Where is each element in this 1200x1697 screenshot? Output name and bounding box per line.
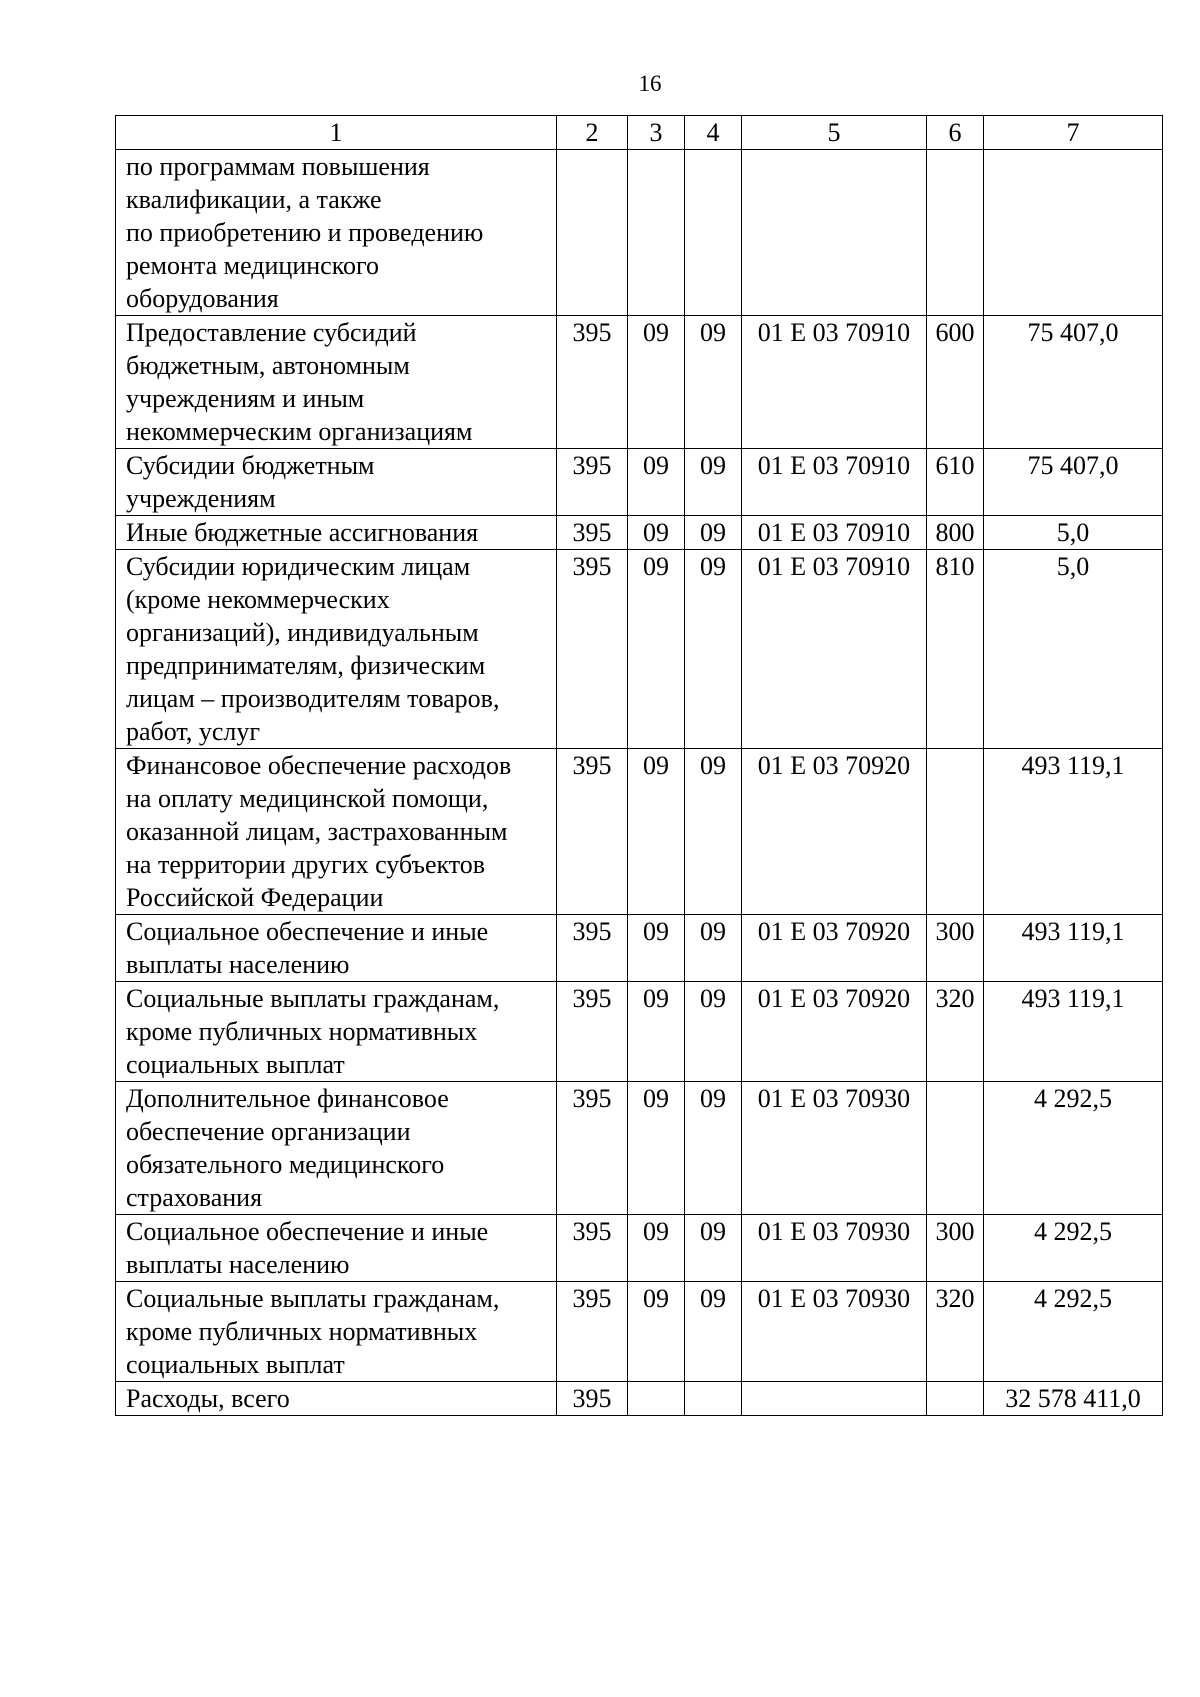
cell-name: Субсидии бюджетным учреждениям — [116, 449, 557, 516]
cell-target-article: 01 Е 03 70930 — [742, 1282, 927, 1382]
cell-subsection: 09 — [685, 749, 742, 915]
table-row — [116, 316, 1163, 449]
cell-section: 09 — [628, 982, 685, 1082]
cell-amount: 5,0 — [984, 516, 1163, 550]
cell-expense-type: 600 — [927, 316, 984, 449]
cell-grbs: 395 — [557, 550, 628, 749]
header-cell-6: 6 — [927, 116, 984, 150]
cell-name: Предоставление субсидий бюджетным, автономным учреждениям и иным некоммерческим организациям — [116, 316, 557, 449]
cell-amount: 493 119,1 — [984, 749, 1163, 915]
cell-subsection: 09 — [685, 316, 742, 449]
table-row — [116, 982, 1163, 1082]
cell-subsection: 09 — [685, 550, 742, 749]
cell-target-article: 01 Е 03 70920 — [742, 915, 927, 982]
cell-expense-type: 610 — [927, 449, 984, 516]
cell-target-article: 01 Е 03 70910 — [742, 316, 927, 449]
cell-section: 09 — [628, 516, 685, 550]
cell-section: 09 — [628, 550, 685, 749]
cell-amount: 32 578 411,0 — [984, 1382, 1163, 1416]
table-row — [116, 915, 1163, 982]
cell-subsection — [685, 1382, 742, 1416]
budget-table — [115, 115, 1163, 1416]
cell-expense-type — [927, 749, 984, 915]
cell-name: Социальное обеспечение и иные выплаты населению — [116, 915, 557, 982]
cell-amount: 4 292,5 — [984, 1082, 1163, 1215]
cell-section: 09 — [628, 749, 685, 915]
cell-grbs: 395 — [557, 749, 628, 915]
table-body — [116, 116, 1163, 1416]
cell-name: по программам повышения квалификации, а также по приобретению и проведению ремонта медицинского оборудования — [116, 150, 557, 316]
table-row — [116, 1082, 1163, 1215]
cell-name: Социальные выплаты гражданам, кроме публичных нормативных социальных выплат — [116, 1282, 557, 1382]
cell-grbs: 395 — [557, 1215, 628, 1282]
cell-name: Финансовое обеспечение расходов на оплату медицинской помощи, оказанной лицам, застрахованным на территории других субъектов Российской Федерации — [116, 749, 557, 915]
cell-amount: 75 407,0 — [984, 316, 1163, 449]
cell-subsection: 09 — [685, 1215, 742, 1282]
cell-expense-type: 800 — [927, 516, 984, 550]
cell-grbs: 395 — [557, 1382, 628, 1416]
cell-grbs: 395 — [557, 449, 628, 516]
cell-section: 09 — [628, 915, 685, 982]
table-row — [116, 749, 1163, 915]
cell-name: Субсидии юридическим лицам (кроме некоммерческих организаций), индивидуальным предпринимателям, физическим лицам – производителям товаров, работ, услуг — [116, 550, 557, 749]
cell-amount: 75 407,0 — [984, 449, 1163, 516]
cell-subsection: 09 — [685, 1282, 742, 1382]
cell-amount: 493 119,1 — [984, 982, 1163, 1082]
table-row — [116, 1215, 1163, 1282]
table-row — [116, 449, 1163, 516]
cell-grbs: 395 — [557, 915, 628, 982]
cell-name: Дополнительное финансовое обеспечение организации обязательного медицинского страхования — [116, 1082, 557, 1215]
header-cell-4: 4 — [685, 116, 742, 150]
cell-grbs — [557, 150, 628, 316]
cell-grbs: 395 — [557, 982, 628, 1082]
cell-subsection — [685, 150, 742, 316]
cell-target-article: 01 Е 03 70920 — [742, 749, 927, 915]
cell-expense-type — [927, 1082, 984, 1215]
table-row — [116, 516, 1163, 550]
cell-name: Социальные выплаты гражданам, кроме публичных нормативных социальных выплат — [116, 982, 557, 1082]
cell-section — [628, 1382, 685, 1416]
cell-target-article: 01 Е 03 70930 — [742, 1215, 927, 1282]
table-row — [116, 550, 1163, 749]
cell-expense-type — [927, 150, 984, 316]
table-row — [116, 150, 1163, 316]
header-cell-5: 5 — [742, 116, 927, 150]
cell-subsection: 09 — [685, 1082, 742, 1215]
cell-section: 09 — [628, 316, 685, 449]
table-header-row — [116, 116, 1163, 150]
cell-section: 09 — [628, 449, 685, 516]
cell-name: Социальное обеспечение и иные выплаты населению — [116, 1215, 557, 1282]
table-row — [116, 1282, 1163, 1382]
cell-grbs: 395 — [557, 1082, 628, 1215]
cell-expense-type — [927, 1382, 984, 1416]
cell-subsection: 09 — [685, 915, 742, 982]
cell-grbs: 395 — [557, 316, 628, 449]
cell-target-article: 01 Е 03 70920 — [742, 982, 927, 1082]
cell-section: 09 — [628, 1082, 685, 1215]
table-row — [116, 1382, 1163, 1416]
header-cell-1: 1 — [116, 116, 557, 150]
page-number: 16 — [638, 71, 662, 96]
cell-target-article — [742, 150, 927, 316]
cell-target-article: 01 Е 03 70930 — [742, 1082, 927, 1215]
cell-amount: 4 292,5 — [984, 1215, 1163, 1282]
cell-section — [628, 150, 685, 316]
cell-amount: 493 119,1 — [984, 915, 1163, 982]
cell-target-article: 01 Е 03 70910 — [742, 449, 927, 516]
cell-grbs: 395 — [557, 516, 628, 550]
cell-name: Иные бюджетные ассигнования — [116, 516, 557, 550]
cell-subsection: 09 — [685, 449, 742, 516]
cell-target-article: 01 Е 03 70910 — [742, 550, 927, 749]
cell-target-article — [742, 1382, 927, 1416]
cell-amount: 4 292,5 — [984, 1282, 1163, 1382]
cell-section: 09 — [628, 1282, 685, 1382]
cell-subsection: 09 — [685, 516, 742, 550]
cell-expense-type: 320 — [927, 982, 984, 1082]
cell-name: Расходы, всего — [116, 1382, 557, 1416]
cell-expense-type: 300 — [927, 1215, 984, 1282]
cell-amount — [984, 150, 1163, 316]
cell-expense-type: 810 — [927, 550, 984, 749]
header-cell-3: 3 — [628, 116, 685, 150]
header-cell-7: 7 — [984, 116, 1163, 150]
cell-expense-type: 320 — [927, 1282, 984, 1382]
cell-target-article: 01 Е 03 70910 — [742, 516, 927, 550]
header-cell-2: 2 — [557, 116, 628, 150]
cell-subsection: 09 — [685, 982, 742, 1082]
cell-expense-type: 300 — [927, 915, 984, 982]
cell-amount: 5,0 — [984, 550, 1163, 749]
cell-grbs: 395 — [557, 1282, 628, 1382]
cell-section: 09 — [628, 1215, 685, 1282]
